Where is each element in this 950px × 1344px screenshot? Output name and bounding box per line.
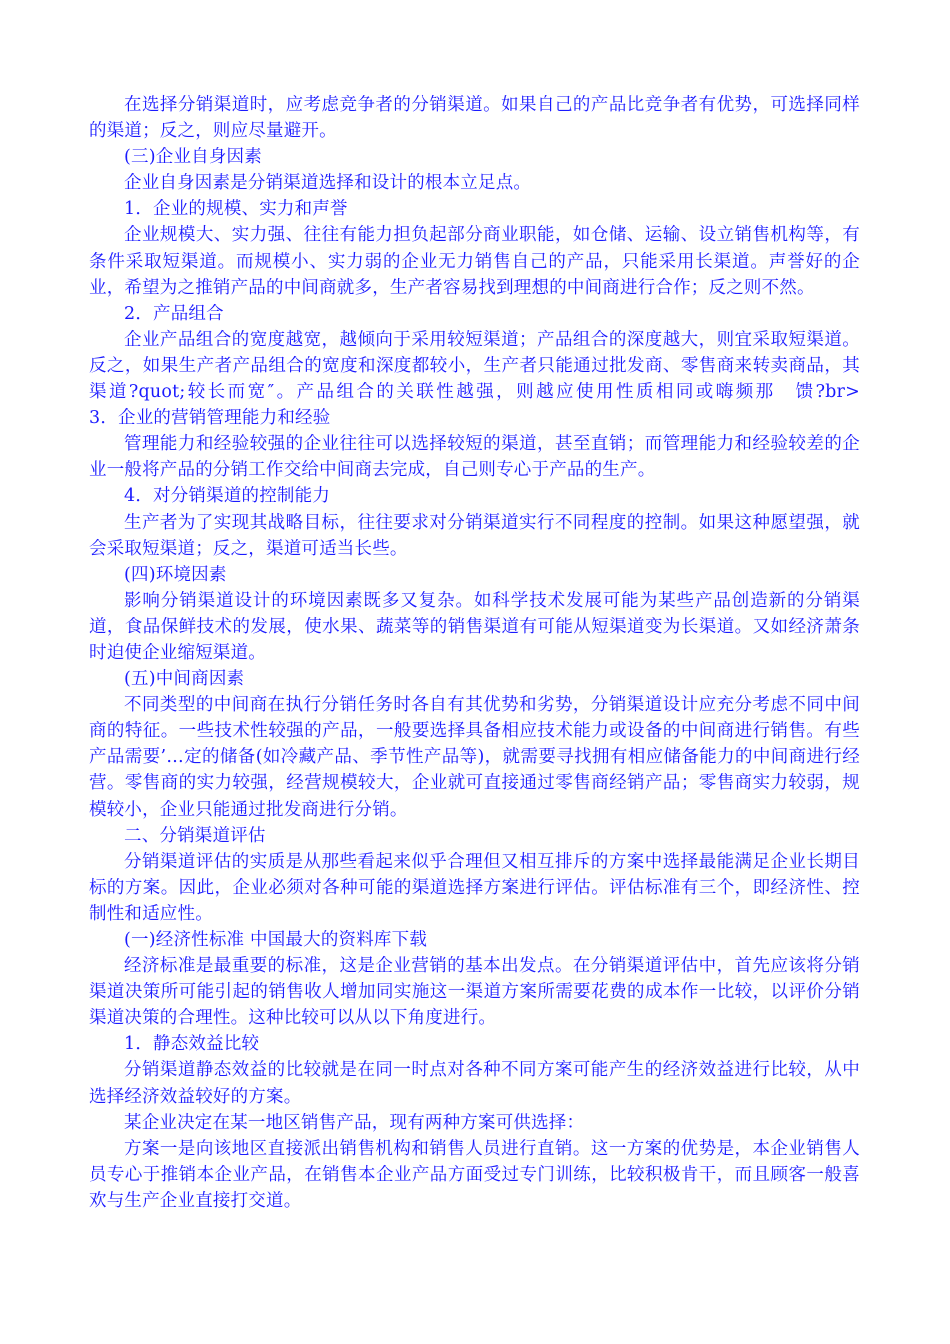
section-heading: 1．静态效益比较: [124, 1034, 260, 1055]
paragraph: 生产者为了实现其战略目标，往往要求对分销渠道实行不同程度的控制。如果这种愿望强，就会采取短渠道；反之，渠道可适当长些。: [89, 512, 860, 559]
paragraph: 分销渠道评估的实质是从那些看起来似乎合理但又相互排斥的方案中选择最能满足企业长期目标的方案。因此，企业必须对各种可能的渠道选择方案进行评估。评估标准有三个，即经济性、控制性和适应性。: [89, 851, 860, 924]
paragraph: 企业规模大、实力强、往往有能力担负起部分商业职能，如仓储、运输、设立销售机构等，有条件采取短渠道。而规模小、实力弱的企业无力销售自己的产品，只能采用长渠道。声誉好的企业，希望为之推销产品的中间商就多，生产者容易找到理想的中间商进行合作；反之则不然。: [89, 225, 860, 298]
document-body: [89, 92, 931, 1214]
paragraph: 影响分销渠道设计的环境因素既多又复杂。如科学技术发展可能为某些产品创造新的分销渠道，食品保鲜技术的发展，使水果、蔬菜等的销售渠道有可能从短渠道变为长渠道。又如经济萧条时迫使企业缩短渠道。: [89, 590, 860, 663]
paragraph: 某企业决定在某一地区销售产品，现有两种方案可供选择：: [124, 1112, 585, 1133]
section-heading: 2．产品组合: [124, 303, 224, 324]
paragraph: 管理能力和经验较强的企业往往可以选择较短的渠道，甚至直销；而管理能力和经验较差的企业一般将产品的分销工作交给中间商去完成，自己则专心于产品的生产。: [89, 434, 860, 481]
section-heading: 二、分销渠道评估: [124, 825, 266, 846]
paragraph: 不同类型的中间商在执行分销任务时各自有其优势和劣势，分销渠道设计应充分考虑不同中间商的特征。一些技术性较强的产品，一般要选择具备相应技术能力或设备的中间商进行销售。有些产品需要’…定的储备(如冷藏产品、季节性产品等)，就需要寻找拥有相应储备能力的中间商进行经营。零售商的实力较强，经营规模较大，企业就可直接通过零售商经销产品；零售商实力较弱，规模较小，企业只能通过批发商进行分销。: [89, 695, 860, 820]
paragraph: 经济标准是最重要的标准，这是企业营销的基本出发点。在分销渠道评估中，首先应该将分销渠道决策所可能引起的销售收人增加同实施这一渠道方案所需要花费的成本作一比较，以评价分销渠道决策的合理性。这种比较可以从以下角度进行。: [89, 956, 860, 1029]
section-heading: (四)环境因素: [124, 564, 227, 585]
section-heading: (一)经济性标准 中国最大的资料库下载: [124, 930, 428, 950]
paragraph: 在选择分销渠道时，应考虑竞争者的分销渠道。如果自己的产品比竞争者有优势，可选择同样的渠道；反之，则应尽量避开。: [89, 95, 860, 142]
section-heading: (三)企业自身因素: [124, 147, 262, 168]
section-heading: 1．企业的规模、实力和声誉: [124, 199, 348, 220]
paragraph: 分销渠道静态效益的比较就是在同一时点对各种不同方案可能产生的经济效益进行比较，从中选择经济效益较好的方案。: [89, 1060, 860, 1107]
paragraph: 方案一是向该地区直接派出销售机构和销售人员进行直销。这一方案的优势是，本企业销售人员专心于推销本企业产品，在销售本企业产品方面受过专门训练，比较积极肯干，而且顾客一般喜欢与生产企业直接打交道。: [89, 1138, 860, 1211]
paragraph: 企业产品组合的宽度越宽，越倾向于采用较短渠道；产品组合的深度越大，则宜采取短渠道。反之，如果生产者产品组合的宽度和深度都较小，生产者只能通过批发商、零售商来转卖商品，其渠道?quot;较长而宽″。产品组合的关联性越强，则越应使用性质相同或嗨频那 馈?br> 3．企业的营销管理能力和经验: [89, 329, 931, 429]
section-heading: (五)中间商因素: [124, 669, 245, 690]
section-heading: 4．对分销渠道的控制能力: [124, 486, 331, 507]
paragraph: 企业自身因素是分销渠道选择和设计的根本立足点。: [124, 173, 532, 194]
